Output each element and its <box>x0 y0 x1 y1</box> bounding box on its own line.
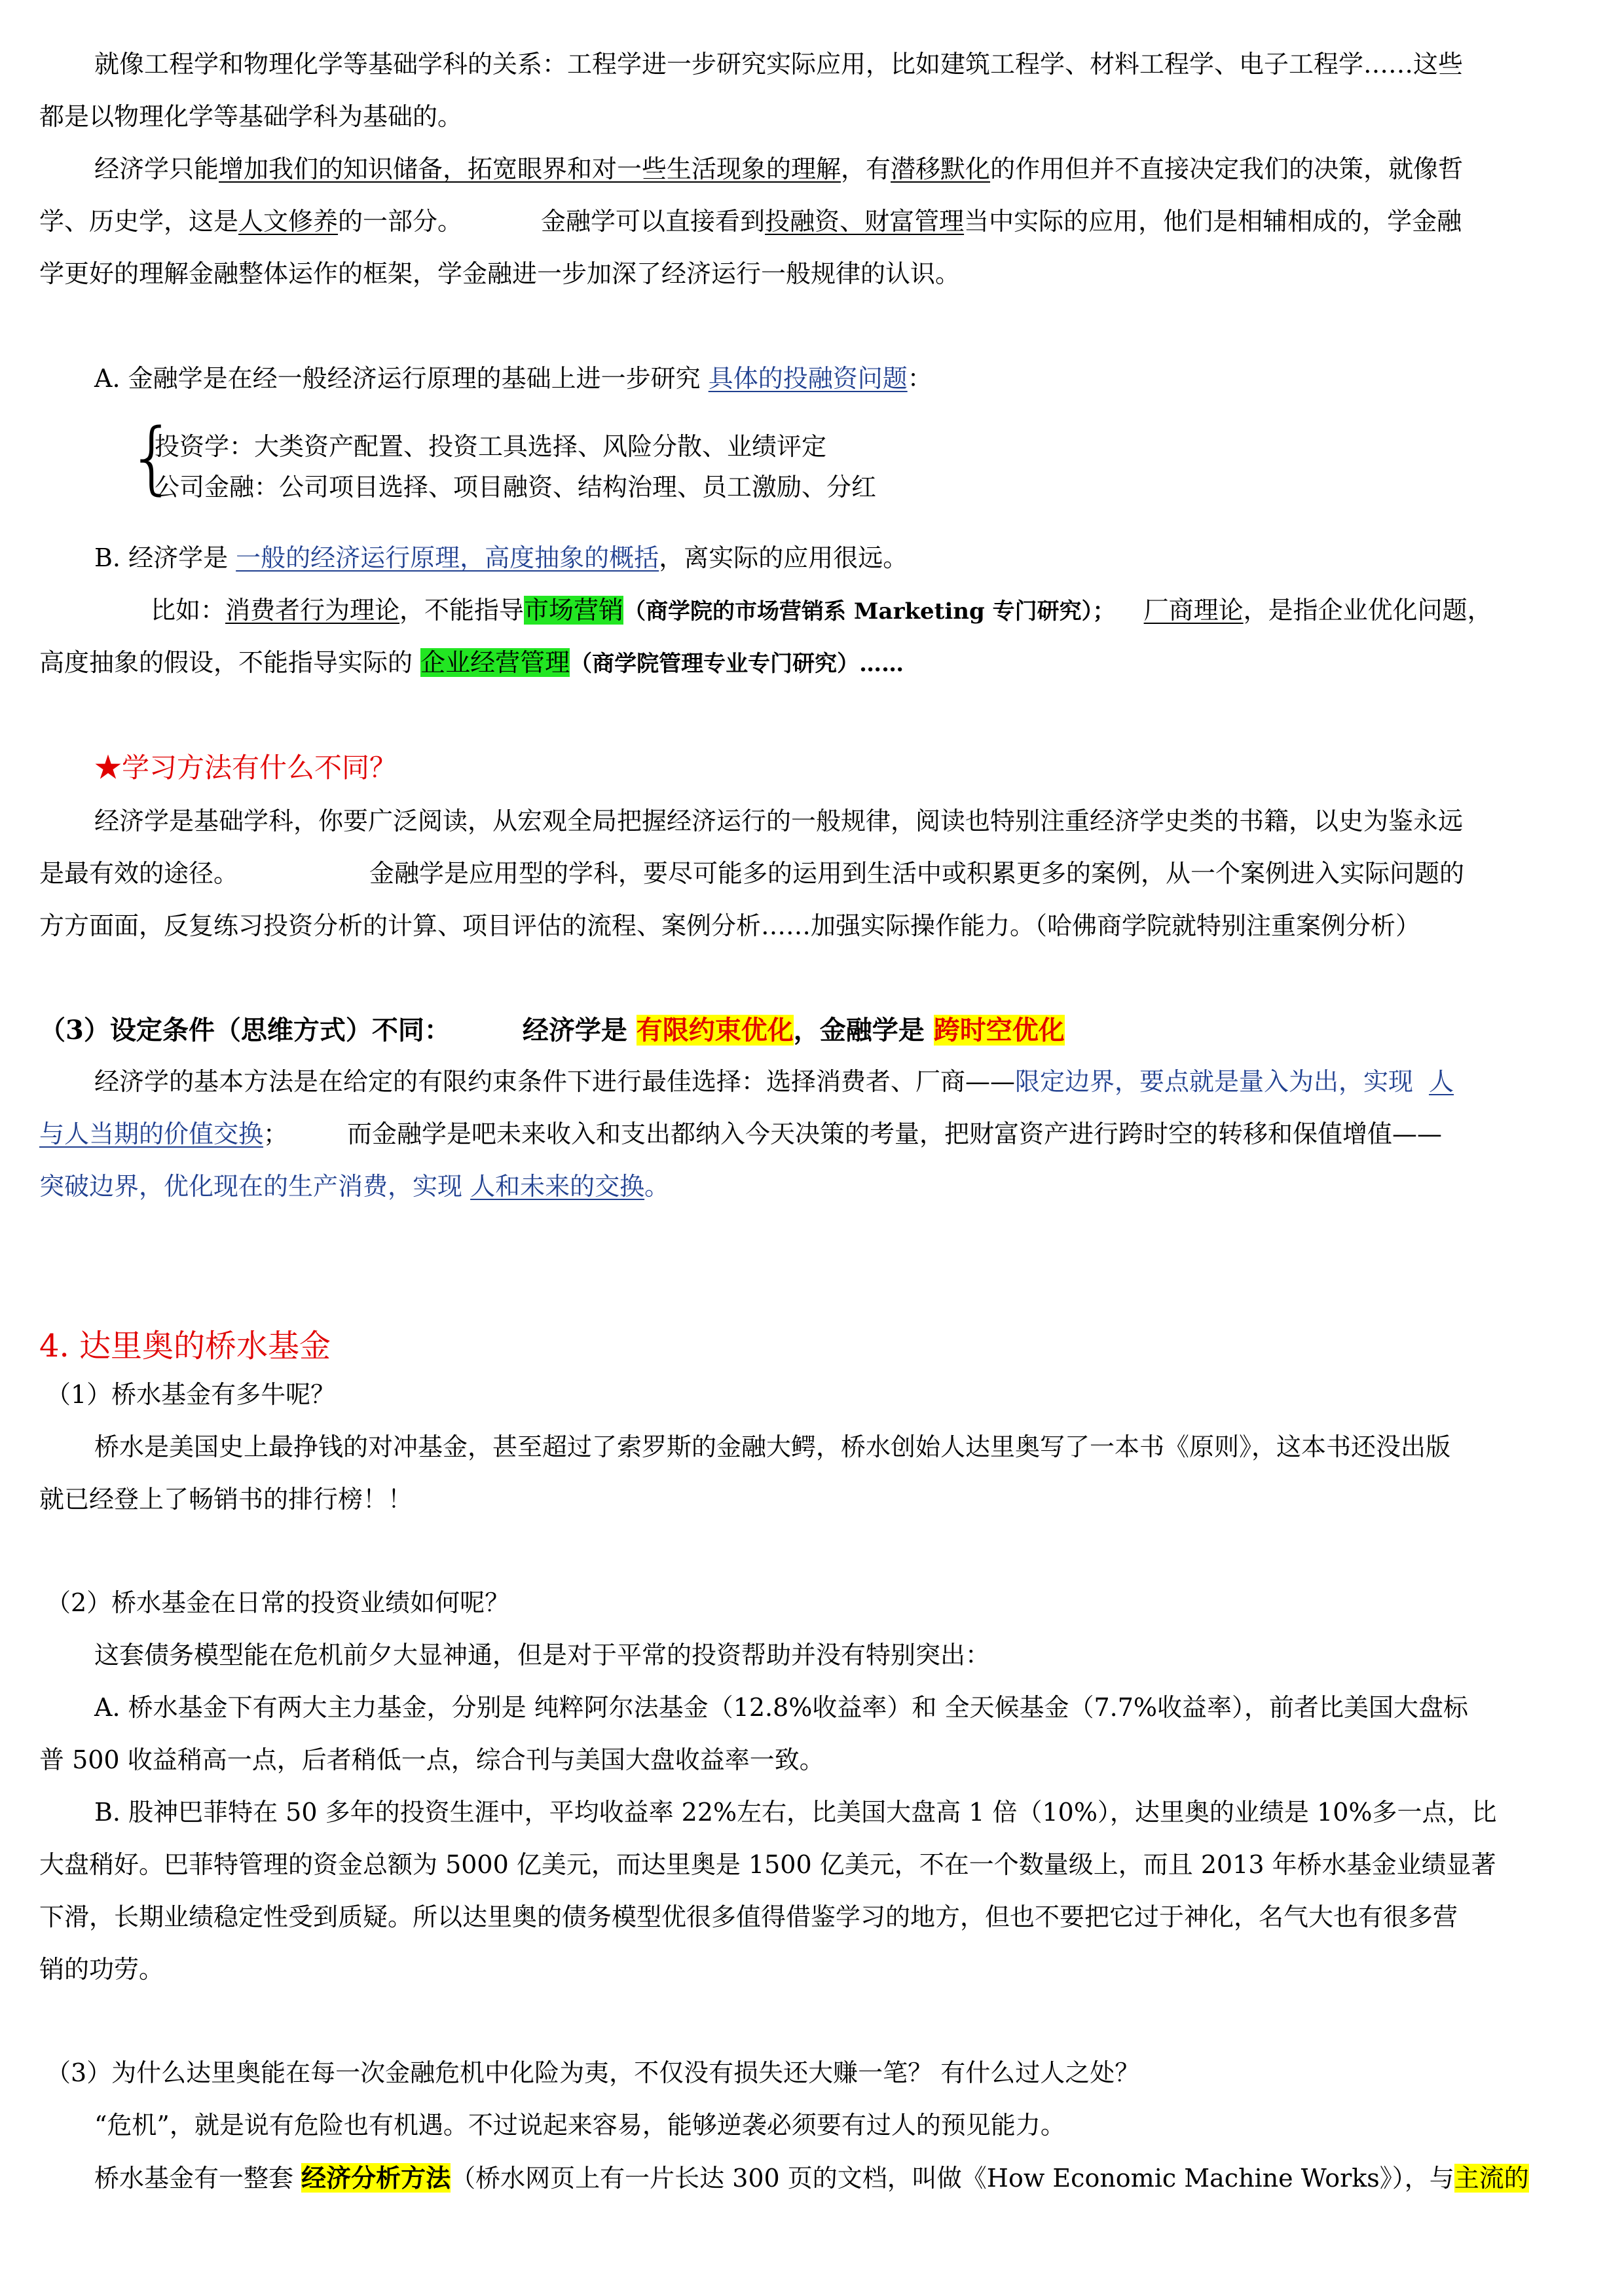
brace-icon: { <box>127 412 177 503</box>
bold-text: （商学院的市场营销系 Marketing 专门研究）； <box>623 598 1115 625</box>
question-2-intro: 这套债务模型能在危机前夕大显神通，但是对于平常的投资帮助并没有特别突出： <box>94 1641 991 1669</box>
link-text: 与人当期的价值交换 <box>39 1120 264 1148</box>
point-b-example-line1 <box>151 596 1492 626</box>
text: （3）设定条件（思维方式）不同： <box>39 1015 451 1046</box>
text: 学、历史学，这是 <box>39 207 239 236</box>
para-study-line1: 经济学是基础学科，你要广泛阅读，从宏观全局把握经济运行的一般规律，阅读也特别注重经济学史类的书籍，以史为鉴永远 <box>94 807 1464 835</box>
highlighted-text: 有限约束优化 <box>636 1015 794 1046</box>
question-1-line1: 桥水是美国史上最挣钱的对冲基金，甚至超过了索罗斯的金融大鳄，桥水创始人达里奥写了一本书《原则》，这本书还没出版 <box>94 1432 1451 1461</box>
highlighted-text: 跨时空优化 <box>933 1015 1065 1046</box>
section-3-title <box>39 1015 1065 1046</box>
para-economics-line1 <box>94 155 1463 185</box>
question-3: （3）为什么达里奥能在每一次金融危机中化险为夷，不仅没有损失还大赚一笔？ 有什么过人之处？ <box>46 2058 1140 2087</box>
text: B. 经济学是 <box>94 543 236 572</box>
para-engineering-line1: 就像工程学和物理化学等基础学科的关系：工程学进一步研究实际应用，比如建筑工程学、材料工程学、电子工程学……这些 <box>94 50 1464 79</box>
text: ，不能指导 <box>399 596 525 625</box>
question-2-b-line4: 销的功劳。 <box>39 1955 164 1984</box>
question-2-b-line2: 大盘稍好。巴菲特管理的资金总额为 5000 亿美元，而达里奥是 1500 亿美元，不在一个数量级上，而且 2013 年桥水基金业绩显著 <box>39 1850 1496 1879</box>
point-b <box>94 543 908 574</box>
text: （桥水网页上有一片长达 300 页的文档，叫做《How Economic Machine Works》），与 <box>451 2164 1454 2193</box>
underlined-text: 人文修养 <box>238 207 339 236</box>
para-engineering-line2: 都是以物理化学等基础学科为基础的。 <box>39 102 463 131</box>
text: 当中实际的应用，他们是相辅相成的，学金融 <box>964 207 1462 236</box>
question-2: （2）桥水基金在日常的投资业绩如何呢？ <box>46 1588 510 1617</box>
text: A. 金融学是在经一般经济运行原理的基础上进一步研究 <box>94 364 709 393</box>
text: 经济学的基本方法是在给定的有限约束条件下进行最佳选择：选择消费者、厂商—— <box>94 1067 1016 1096</box>
underlined-text: 消费者行为理论 <box>225 596 400 625</box>
para-study-line3: 方方面面，反复练习投资分析的计算、项目评估的流程、案例分析……加强实际操作能力。（哈佛商学院就特别注重案例分析） <box>39 911 1421 940</box>
underlined-text: 厂商理论 <box>1143 596 1244 625</box>
list-item-investment: 投资学：大类资产配置、投资工具选择、风险分散、业绩评定 <box>155 432 827 461</box>
highlighted-text: 市场营销 <box>524 596 624 625</box>
text: 比如： <box>151 596 226 625</box>
section-3-line1 <box>94 1067 1454 1097</box>
list-item-corporate-finance: 公司金融：公司项目选择、项目融资、结构治理、员工激励、分红 <box>155 473 877 501</box>
link-text: 一般的经济运行原理，高度抽象的概括 <box>236 543 659 572</box>
text: ，有 <box>841 155 891 183</box>
highlighted-text: 企业经营管理 <box>420 648 570 677</box>
link-text: 人和未来的交换 <box>470 1172 645 1201</box>
underlined-text: 增加我们的知识储备，拓宽眼界和对一些生活现象的理解 <box>219 155 841 183</box>
section-3-line2 <box>39 1120 1442 1150</box>
text: 高度抽象的假设，不能指导实际的 <box>39 648 421 677</box>
text: 桥水基金有一整套 <box>94 2164 302 2193</box>
bold-text: （商学院管理专业专门研究）…… <box>570 651 904 677</box>
question-1: （1）桥水基金有多牛呢？ <box>46 1380 336 1409</box>
text: 是最有效的途径。 <box>39 859 239 888</box>
highlighted-text: 经济分析方法 <box>301 2163 451 2193</box>
section-title-study-method: ★学习方法有什么不同？ <box>94 752 397 784</box>
text: 金融学可以直接看到 <box>541 207 766 236</box>
blue-text: 突破边界，优化现在的生产消费，实现 <box>39 1172 471 1201</box>
link-text: 具体的投融资问题 <box>708 364 908 393</box>
text: 而金融学是吧未来收入和支出都纳入今天决策的考量，把财富资产进行跨时空的转移和保值增值—— <box>347 1120 1443 1148</box>
para-study-line2 <box>39 859 1464 889</box>
text: ； <box>263 1120 289 1148</box>
blue-text: 限定边界，要点就是量入为出，实现 <box>1015 1067 1414 1096</box>
text: ，离实际的应用很远。 <box>659 543 908 572</box>
question-2-b-line1: B. 股神巴菲特在 50 多年的投资生涯中，平均收益率 22%左右，比美国大盘高 1 倍（10%），达里奥的业绩是 10%多一点，比 <box>94 1798 1497 1827</box>
section-3-line3 <box>39 1172 669 1202</box>
highlighted-text: 主流的 <box>1454 2164 1529 2193</box>
section-4-title: 4. 达里奥的桥水基金 <box>39 1328 331 1364</box>
para-economics-line2 <box>39 207 1462 237</box>
question-1-line2: 就已经登上了畅销书的排行榜！！ <box>39 1485 413 1514</box>
question-2-a-line2: 普 500 收益稍高一点，后者稍低一点，综合刊与美国大盘收益率一致。 <box>39 1745 824 1774</box>
text: 金融学是应用型的学科，要尽可能多的运用到生活中或积累更多的案例，从一个案例进入实际问题的 <box>369 859 1465 888</box>
question-3-line2 <box>94 2163 1529 2194</box>
underlined-text: 投融资、财富管理 <box>765 207 965 236</box>
blue-text: 。 <box>644 1172 670 1201</box>
text: ，金融学是 <box>793 1015 925 1046</box>
question-2-b-line3: 下滑，长期业绩稳定性受到质疑。所以达里奥的债务模型优很多值得借鉴学习的地方，但也不要把它过于神化，名气大也有很多营 <box>39 1903 1458 1931</box>
text: 的一部分。 <box>338 207 463 236</box>
point-a <box>94 364 932 394</box>
para-economics-line3: 学更好的理解金融整体运作的框架，学金融进一步加深了经济运行一般规律的认识。 <box>39 259 961 288</box>
underlined-text: 潜移默化 <box>891 155 991 183</box>
text: ： <box>907 364 932 393</box>
point-b-example-line2 <box>39 648 904 678</box>
question-2-a-line1: A. 桥水基金下有两大主力基金，分别是 纯粹阿尔法基金（12.8%收益率）和 全天候基金（7.7%收益率），前者比美国大盘标 <box>94 1693 1469 1722</box>
link-text: 人 <box>1429 1067 1454 1096</box>
text: 的作用但并不直接决定我们的决策，就像哲 <box>990 155 1464 183</box>
question-3-line1: “危机”，就是说有危险也有机遇。不过说起来容易，能够逆袭必须要有过人的预见能力。 <box>94 2111 1065 2140</box>
text: 经济学只能 <box>94 155 219 183</box>
text: 经济学是 <box>522 1015 627 1046</box>
text: ，是指企业优化问题， <box>1243 596 1492 625</box>
